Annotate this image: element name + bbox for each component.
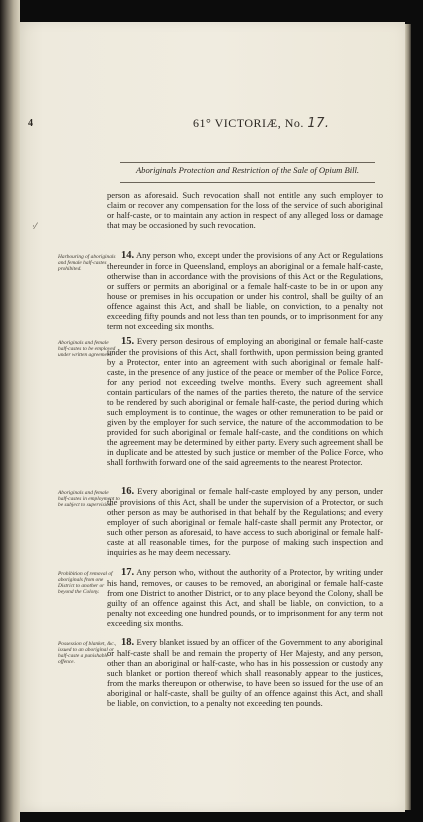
section-number: 15.	[121, 336, 135, 347]
section-number: 14.	[121, 250, 135, 261]
document-page	[20, 22, 405, 812]
act-number-printed: 61° VICTORIÆ, No.	[193, 116, 304, 130]
act-number-handwritten: 17.	[307, 116, 330, 131]
marginal-note-15: Aboriginals and female half-castes to be employed under written agreement.	[58, 340, 116, 359]
section-14	[107, 250, 383, 331]
act-number	[193, 116, 330, 131]
page-edge	[405, 24, 411, 810]
section-text: Any person who, except under the provisions of any Act or Regulations thereunder in force in Queensland, employs an aboriginal or a female half-caste, otherwise than in accordance with the provisions of this Act or the Regulations, or suffers or permits an aboriginal or a female half-caste to be in or upon any house or premises in his occupation or under his control, shall be guilty of an offence against this Act, and shall be liable, on conviction, to a penalty not exceeding fifty pounds and not less than ten pounds, or to imprisonment for any term not exceeding six months.	[107, 250, 383, 331]
page-header	[28, 118, 393, 136]
marginal-note-18: Possession of blanket, &c., issued to an aboriginal or half-caste a punishable offence.	[58, 641, 117, 666]
section-text: Every blanket issued by an officer of the Government to any aboriginal or half-caste shall be and remain the property of Her Majesty, and any person, other than an aboriginal or half-caste, who has in his possession or custody any such blanket or portion thereof which shall reasonably appear to the justices, from the marks thereupon or otherwise, to have been so issued for the use of an aboriginal or half-caste, shall be guilty of an offence against this Act, and shall be liable, on conviction, to a penalty not exceeding ten pounds.	[107, 637, 384, 708]
continuation-paragraph	[107, 190, 383, 230]
book-binding	[0, 0, 20, 822]
continuation-text: person as aforesaid. Such revocation shall not entitle any such employer to claim or recover any compensation for the loss of the service of such aboriginal or half-caste, or to maintain any action in respect of any alleged loss or damage that may be occasioned by such revocation.	[107, 190, 383, 230]
header-rule-bottom	[120, 182, 375, 183]
header-rule-top	[120, 162, 375, 163]
section-17	[107, 567, 383, 628]
marginal-note-16: Aboriginals and female half-castes in employment to be subject to supervision.	[58, 490, 120, 509]
section-18	[107, 637, 383, 708]
section-15	[107, 336, 383, 467]
running-title: Aboriginals Protection and Restriction of the Sale of Opium Bill.	[135, 165, 360, 175]
section-16	[107, 486, 383, 557]
pencil-mark: ·⁄	[32, 222, 37, 232]
section-text: Any person who, without the authority of a Protector, by writing under his hand, removes, or causes to be removed, an aboriginal or female half-caste from one District to another District, or to any place beyond the Colony, shall be guilty of an offence against this Act, and shall be liable, on conviction, to a penalty not exceeding one hundred pounds, or to imprisonment for any term not exceeding six months.	[107, 567, 384, 628]
section-number: 16.	[121, 486, 135, 497]
marginal-note-17: Prohibition of removal of aboriginals from one District to another or beyond the Colony.	[58, 571, 113, 596]
section-text: Every aboriginal or female half-caste employed by any person, under the provisions of this Act, shall be under the supervision of a Protector, or such other person as may be authorised in that behalf by the Regulations; and every employer of such aboriginal or female half-caste shall permit any Protector, or such other person as aforesaid, to have access to such aboriginal or female half-caste at all reasonable times, for the purpose of making such inspection and inquiries as he may deem necessary.	[107, 486, 383, 557]
section-number: 17.	[121, 567, 135, 578]
section-number: 18.	[121, 637, 135, 648]
marginal-note-14: Harbouring of aboriginals and female half-castes prohibited.	[58, 254, 116, 273]
section-text: Every person desirous of employing an aboriginal or female half-caste under the provisions of this Act, shall forthwith, upon permission being granted by a Protector, enter into an agreement with such aboriginal or female half-caste, in the presence of any justice of the peace or member of the Police Force, for any period not exceeding twelve months. Every such agreement shall contain particulars of the names of the parties thereto, the nature of the service to be rendered by such aboriginal or female half-caste, the period during which such employment is to continue, the wages or other remuneration to be paid or given by the employer for such service, the nature of the accommodation to be provided for such aboriginal or female half-caste, and the conditions on which the agreement may be determined by either party. Every such agreement shall be in duplicate and be attested by such justice or member of the Police Force, who shall forthwith forward one of the said agreements to the nearest Protector.	[107, 336, 384, 467]
page-number: 4	[28, 118, 33, 129]
